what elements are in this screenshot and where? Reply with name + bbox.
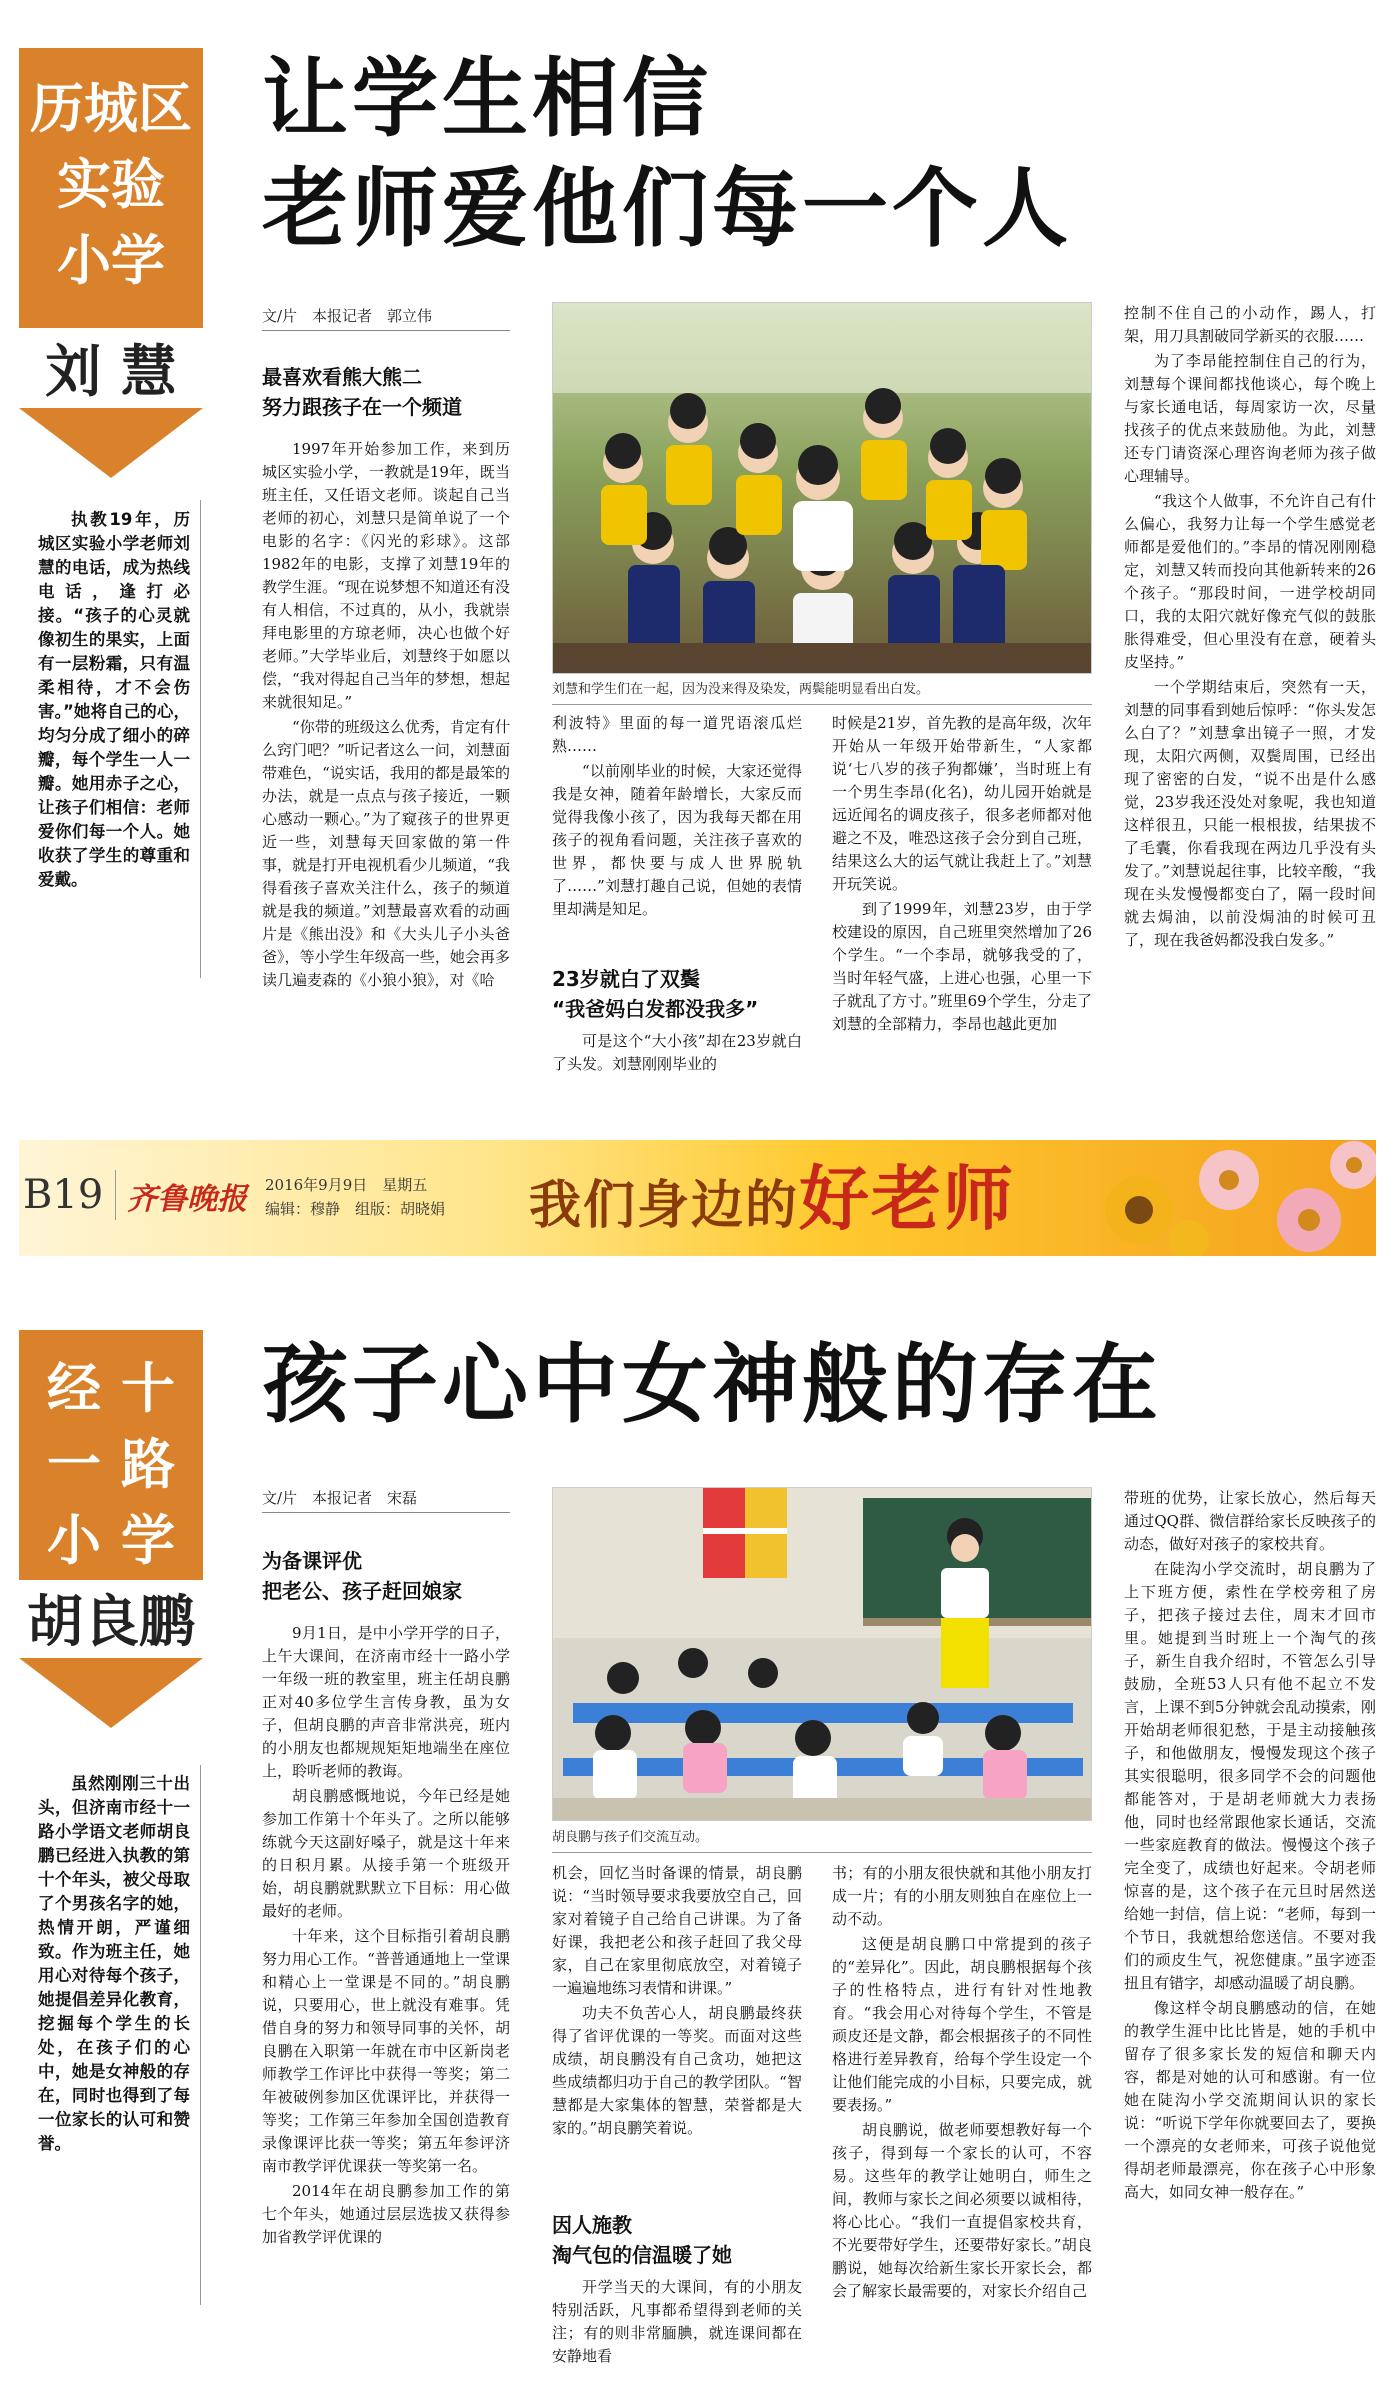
byline: 文/片 本报记者 郭立伟 xyxy=(262,305,510,331)
school-tag-line: 小学 xyxy=(57,228,165,292)
arrow-down-icon xyxy=(19,408,203,478)
teacher-with-students-photo xyxy=(552,302,1092,674)
text-column: 利波特》里面的每一道咒语滚瓜烂熟…… “以前刚毕业的时候，大家还觉得我是女神，随着年龄增长，大家反而觉得我像小孩了，因为我每天都在用孩子的视角看问题，关注孩子喜欢的世界，都快要与成人世界脱轨了……”刘慧打趣自己说，但她的表情里却满是知足。 xyxy=(552,714,802,918)
text-column: 时候是21岁，首先教的是高年级，次年开始从一年级开始带新生，“人家都说‘七八岁的孩子狗都嫌’，当时班上有一个男生李昂(化名)，幼儿园开始就是远近闻名的调皮孩子，很多老师都对他避之不及，唯恐这孩子会分到自己班，结果这么大的运气就让我赶上了。”刘慧开玩笑说。 到了1999年，刘慧23岁，由于学校建设的原因，自己班里突然增加了26个学生。“一个李昂，就够我受的了，当时年轻气盛，上进心也强，心里一下子就乱了方寸。”班里69个学生，分走了刘慧的全部精力，李昂也越此更加 xyxy=(832,714,1092,1033)
subhead: 因人施教 淘气包的信温暖了她 xyxy=(552,2213,732,2267)
headline-line: 让学生相信 xyxy=(262,49,712,149)
teacher-name: 胡良鹏 xyxy=(19,1586,203,1658)
photo-caption: 刘慧和学生们在一起，因为没来得及染发，两鬓能明显看出白发。 xyxy=(552,682,930,697)
arrow-down-icon xyxy=(19,1658,203,1728)
group-photo-image xyxy=(553,303,1092,674)
editors: 编辑：穆静 组版：胡晓娟 xyxy=(265,1200,446,1218)
intro-text: 执教19年，历城区实验小学老师刘慧的电话，成为热线电话，逢打必接。“孩子的心灵就像初生的果实，上面有一层粉霜，只有温柔相待，才不会伤害。”她将自己的心，均匀分成了细小的碎瓣，每个学生一人一瓣。她用赤子之心，让孩子们相信：老师爱你们每一个人。她收获了学生的尊重和爱戴。 xyxy=(38,510,190,889)
school-tag xyxy=(19,48,203,328)
newspaper-logo: 齐鲁晚报 xyxy=(127,1182,247,1217)
text-column: 可是这个“大小孩”却在23岁就白了头发。刘慧刚刚毕业的 xyxy=(552,1032,802,1073)
text-column: 控制不住自己的小动作，踢人，打架，用刀具割破同学新买的衣服…… 为了李昂能控制住自己的行为，刘慧每个课间都找他谈心，每个晚上与家长通电话，每周家访一次，尽量找孩子的优点来鼓励他。为此，刘慧还专门请资深心理咨询老师为孩子做心理辅导。 “我这个人做事，不允许自己有什么偏心，我努力让每一个学生感觉老师都是爱他们的。”李昂的情况刚刚稳定，刘慧又转而投向其他新转来的26个孩子。“那段时间，一进学校胡同口，我的太阳穴就好像充气似的鼓胀胀得难受，但心里没有在意，硬着头皮坚持。” 一个学期结束后，突然有一天，刘慧的同事看到她后惊呼：“你头发怎么白了？”刘慧拿出镜子一照，才发现，太阳穴两侧，双鬓周围，已经出现了密密的白发，“说不出是什么感觉，23岁我还没处对象呢，我也知道这样很丑，只能一根根拔，结果拔不了毛囊，你看我现在两边几乎没有头发了。”刘慧说起往事，比较辛酸，“我现在头发慢慢都变白了，隔一段时间就去焗油，以前没焗油的时候可丑了，现在我爸妈都没我白发多。” xyxy=(1124,304,1376,949)
text-column: 1997年开始参加工作，来到历城区实验小学，一教就是19年，既当班主任，又任语文老师。谈起自己当老师的初心，刘慧只是简单说了一个电影的名字：《闪光的彩球》。这部1982年的电影，支撑了刘慧19年的教学生涯。“现在说梦想不知道还有没有人相信，不过真的，从小，我就崇拜电影里的方琼老师，决心也做个好老师。”大学毕业后，刘慧终于如愿以偿，“我对得起自己当年的梦想，想起来就很知足。” “你带的班级这么优秀，肯定有什么窍门吧？”听记者这么一问，刘慧面带难色，“说实话，我用的都是最笨的办法，就是一点点与孩子接近，一颗心感动一颗心。”为了窥孩子的世界更近一些，刘慧每天回家做的第一件事，就是打开电视机看少儿频道，“我得看孩子喜欢关注什么，孩子的频道就是我的频道。”刘慧最喜欢看的动画片是《熊出没》和《大头儿子小头爸爸》，等小学生年级高一些，她会再多读几遍麦森的《小狼小狼》，对《哈 xyxy=(262,440,510,989)
page-number: B19 xyxy=(23,1172,104,1218)
headline-line: 老师爱他们每一个人 xyxy=(262,159,1072,259)
text-column: 开学当天的大课间，有的小朋友特别活跃，凡事都希望得到老师的关注；有的则非常腼腆，就连课间都在安静地看 xyxy=(552,2278,802,2365)
text-column: 带班的优势，让家长放心，然后每天通过QQ群、微信群给家长反映孩子的动态，做好对孩子的家校共育。 在陡沟小学交流时，胡良鹏为了上下班方便，索性在学校旁租了房子，把孩子接过去住，周末才回市里。她提到当时班上一个淘气的孩子，新生自我介绍时，不管怎么引导鼓励，全班53人只有他不起立不发言，上课不到5分钟就会乱动摸索，刚开始胡老师很犯愁，于是主动接触孩子，和他做朋友，慢慢发现这个孩子其实很聪明，很多同学不会的问题他都能答对，于是胡老师就大力表扬他，同时也经常跟他家长通话，交流一些家庭教育的做法。慢慢这个孩子完全变了，成绩也好起来。令胡老师惊喜的是，这个孩子在元旦时居然送给她一封信，信上说：“老师，每到一个节日，我就想给您送信。不要对我们的顽皮生气，祝您健康。”虽字迹歪扭且有错字，却感动温暖了胡良鹏。 像这样令胡良鹏感动的信，在她的教学生涯中比比皆是，她的手机中留存了很多家长发的短信和聊天内容，都是对她的认可和感谢。有一位她在陡沟小学交流期间认识的家长说：“听说下学年你就要回去了，要换一个漂亮的女老师来，可孩子说他觉得胡老师最漂亮，你在孩子心中形象高大，如同女神一般存在。” xyxy=(1124,1489,1376,2201)
school-tag-line: 实验 xyxy=(57,152,165,216)
school-tag-column: 十 路 学 xyxy=(121,1356,175,1572)
headline xyxy=(262,44,1362,264)
headline: 孩子心中女神般的存在 xyxy=(262,1335,1162,1435)
text-column: 书；有的小朋友很快就和其他小朋友打成一片；有的小朋友则独自在座位上一动不动。 这便是胡良鹏口中常提到的孩子的“差异化”。因此，胡良鹏根据每个孩子的性格特点，进行有针对性地教育。“我会用心对待每个学生，不管是顽皮还是文静，都会根据孩子的不同性格进行差异教育，给每个学生设定一个让他们能完成的小目标，只要完成，就要表扬。” 胡良鹏说，做老师要想教好每一个孩子，得到每一个家长的认可，不容易。这些年的教学让她明白，师生之间，教师与家长之间必须要以诚相待，将心比心。“我们一直提倡家校共育，不光要带好学生，还要带好家长。”胡良鹏说，她每次给新生家长开家长会，都会了解家长最需要的，对家长介绍自己 xyxy=(832,1864,1092,2300)
school-tag xyxy=(19,1330,203,1580)
text-column: 机会，回忆当时备课的情景，胡良鹏说：“当时领导要求我要放空自己，回家对着镜子自己给自己讲课。为了备好课，我把老公和孩子赶回了我父母家，自己在家里彻底放空，对着镜子一遍遍地练习表情和讲课。” 功夫不负苦心人，胡良鹏最终获得了省评优课的一等奖。而面对这些成绩，胡良鹏没有自己贪功，她把这些成绩都归功于自己的教学团队。“智慧都是大家集体的智慧，荣誉都是大家的。”胡良鹏笑着说。 xyxy=(552,1864,802,2137)
photo-caption: 胡良鹏与孩子们交流互动。 xyxy=(552,1830,709,1845)
classroom-photo xyxy=(552,1487,1092,1821)
subhead: 最喜欢看熊大熊二 努力跟孩子在一个频道 xyxy=(262,365,462,419)
flower-decoration-icon xyxy=(1079,1140,1376,1256)
section-title: 我们身边的好老师 xyxy=(529,1157,1016,1240)
subhead: 23岁就白了双鬓 “我爸妈白发都没我多” xyxy=(552,967,759,1021)
byline: 文/片 本报记者 宋磊 xyxy=(262,1487,510,1513)
subhead: 为备课评优 把老公、孩子赶回娘家 xyxy=(262,1549,462,1603)
intro-text: 虽然刚刚三十出头，但济南市经十一路小学语文老师胡良鹏已经进入执教的第十个年头，被父母取了个男孩名字的她，热情开朗，严谨细致。作为班主任，她用心对待每个孩子，她提倡差异化教育，挖掘每个学生的长处，在孩子们的心中，她是女神般的存在，同时也得到了每一位家长的认可和赞誉。 xyxy=(38,1774,190,2153)
issue-date: 2016年9月9日 星期五 xyxy=(265,1176,428,1194)
text-column: 9月1日，是中小学开学的日子，上午大课间，在济南市经十一路小学一年级一班的教室里，班主任胡良鹏正对40多位学生言传身教，虽为女子，但胡良鹏的声音非常洪亮，班内的小朋友也都规规矩矩地端坐在座位上，聆听老师的教诲。 胡良鹏感慨地说，今年已经是她参加工作第十个年头了。之所以能够练就今天这副好嗓子，就是这十年来的日积月累。从接手第一个班级开始，胡良鹏就默默立下目标：用心做最好的老师。 十年来，这个目标指引着胡良鹏努力用心工作。“普普通通地上一堂课和精心上一堂课是不同的。”胡良鹏说，只要用心，世上就没有难事。凭借自身的努力和领导同事的关怀，胡良鹏在入职第一年就在市中区新岗老师教学工作评比中获得一等奖；第二年被破例参加区优课评比，并获得一等奖；工作第三年参加全国创造教育录像课评比获一等奖；第五年参评济南市教学评优课获一等奖第一名。 2014年在胡良鹏参加工作的第七个年头，她通过层层选拔又获得参加省教学评优课的 xyxy=(262,1624,510,2246)
page-banner xyxy=(19,1140,1376,1256)
school-tag-column: 经 一 小 xyxy=(47,1356,101,1572)
classroom-photo-image xyxy=(553,1488,1092,1821)
teacher-name: 刘 慧 xyxy=(19,336,203,408)
school-tag-line: 历城区 xyxy=(30,76,192,140)
